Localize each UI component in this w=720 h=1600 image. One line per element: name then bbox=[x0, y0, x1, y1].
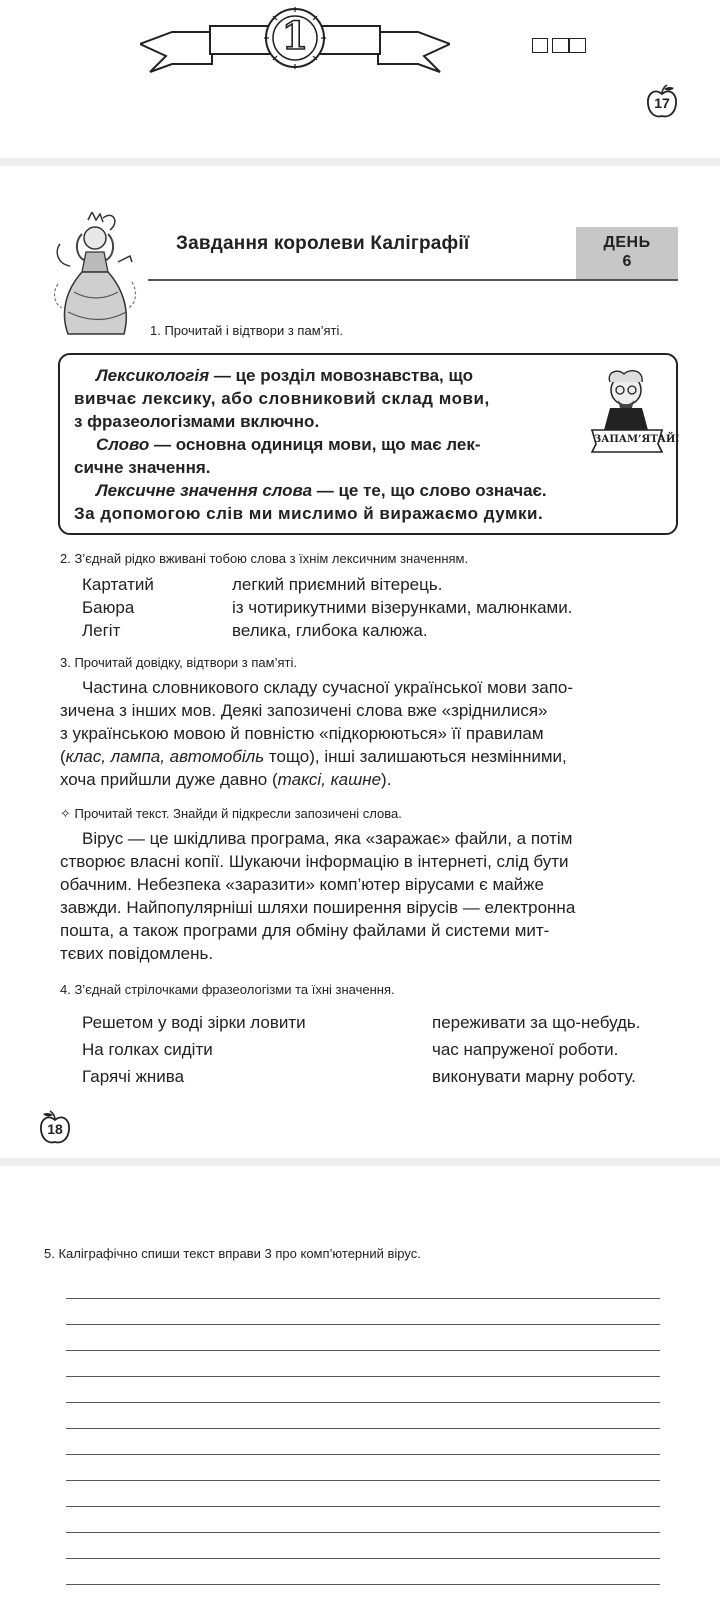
task2-instruction: 2. З’єднай рідко вживані тобою слова з їхнім лексичним значенням. bbox=[60, 551, 469, 566]
page-number-badge bbox=[38, 1110, 72, 1146]
writing-line bbox=[66, 1506, 660, 1507]
phrase-meaning-item: виконувати марну роботу. bbox=[432, 1067, 636, 1086]
remember-professor-icon bbox=[588, 368, 680, 462]
word-item: Легіт bbox=[82, 621, 121, 640]
word-item: Картатий bbox=[82, 575, 154, 594]
task5-instruction: 5. Каліграфічно спиши текст вправи 3 про комп’ютерний вірус. bbox=[44, 1246, 421, 1261]
rule-line: За допомогою слів ми мислимо й виражаємо думки. bbox=[74, 504, 544, 523]
page-separator bbox=[0, 158, 720, 166]
paragraph-line: з українською мовою й повністю «підкорюються» її правилам bbox=[60, 724, 544, 743]
rule-line: Слово — основна одиниця мови, що має лек- bbox=[96, 435, 481, 454]
phrase-meaning-item: час напруженої роботи. bbox=[432, 1040, 619, 1059]
page-number-badge bbox=[645, 84, 679, 120]
paragraph-line: (клас, лампа, автомобіль тощо), інші залишаються незмінними, bbox=[60, 747, 567, 766]
day-badge bbox=[576, 227, 678, 279]
paragraph-line: Вірус — це шкідлива програма, яка «заражає» файли, а потім bbox=[82, 829, 573, 848]
progress-squares bbox=[532, 38, 586, 53]
rule-line: з фразеологізмами включно. bbox=[74, 412, 320, 431]
paragraph-line: тєвих повідомлень. bbox=[60, 944, 214, 963]
meaning-item: із чотирикутними візерунками, малюнками. bbox=[232, 598, 573, 617]
remember-stamp-text: ЗАПАМ’ЯТАЙ! bbox=[594, 434, 680, 445]
phrase-item: На голках сидіти bbox=[82, 1040, 213, 1059]
page-title: Завдання королеви Каліграфії bbox=[176, 233, 470, 254]
paragraph-line: пошта, а також програми для обміну файлами й системи мит- bbox=[60, 921, 550, 940]
paragraph-line: Частина словникового складу сучасної української мови запо- bbox=[82, 678, 574, 697]
page-number: 17 bbox=[654, 95, 670, 111]
page-separator bbox=[0, 1158, 720, 1166]
checkbox-square bbox=[532, 38, 548, 53]
task3-instruction: 3. Прочитай довідку, відтвори з пам’яті. bbox=[60, 655, 297, 670]
word-item: Баюра bbox=[82, 598, 135, 617]
paragraph-line: хоча прийшли дуже давно (таксі, кашне). bbox=[60, 770, 392, 789]
writing-line bbox=[66, 1376, 660, 1377]
day-number: 6 bbox=[622, 253, 632, 270]
extra-task-instruction: ✧ Прочитай текст. Знайди й підкресли запозичені слова. bbox=[60, 806, 402, 821]
writing-line bbox=[66, 1402, 660, 1403]
phrase-item: Решетом у воді зірки ловити bbox=[82, 1013, 306, 1032]
meaning-item: легкий приємний вітерець. bbox=[232, 575, 443, 594]
writing-line bbox=[66, 1454, 660, 1455]
writing-line bbox=[66, 1350, 660, 1351]
paragraph-line: завжди. Найпопулярніші шляхи поширення вірусів — електронна bbox=[60, 898, 576, 917]
writing-line bbox=[66, 1532, 660, 1533]
writing-line bbox=[66, 1558, 660, 1559]
meaning-item: велика, глибока калюжа. bbox=[232, 621, 428, 640]
checkbox-square-double bbox=[552, 38, 586, 53]
star-icon: ✧ bbox=[60, 806, 71, 821]
writing-line bbox=[66, 1324, 660, 1325]
writing-line bbox=[66, 1480, 660, 1481]
writing-line bbox=[66, 1584, 660, 1585]
paragraph-line: обачним. Небезпека «заразити» комп’ютер вірусами є майже bbox=[60, 875, 545, 894]
paragraph-line: зичена з інших мов. Деякі запозичені слова вже «зріднилися» bbox=[60, 701, 548, 720]
task1-instruction: 1. Прочитай і відтвори з пам’яті. bbox=[150, 323, 344, 338]
task4-instruction: 4. З’єднай стрілочками фразеологізми та їхні значення. bbox=[60, 982, 395, 997]
title-divider bbox=[148, 279, 678, 281]
phrase-item: Гарячі жнива bbox=[82, 1067, 185, 1086]
paragraph-line: створює власні копії. Шукаючи інформацію в інтернеті, слід бути bbox=[60, 852, 569, 871]
queen-calligraphy-illustration-icon bbox=[48, 212, 138, 342]
writing-line bbox=[66, 1428, 660, 1429]
rule-line: Лексикологія — це розділ мовознавства, що bbox=[96, 366, 473, 385]
day-label: ДЕНЬ bbox=[603, 234, 651, 251]
rule-line: сичне значення. bbox=[74, 458, 211, 477]
page-number: 18 bbox=[47, 1121, 63, 1137]
writing-line bbox=[66, 1298, 660, 1299]
rule-line: вивчає лексику, або словниковий склад мови, bbox=[74, 389, 490, 408]
rule-line: Лексичне значення слова — це те, що слово означає. bbox=[96, 481, 547, 500]
phrase-meaning-item: переживати за що-небудь. bbox=[432, 1013, 641, 1032]
ribbon-number: 1 bbox=[281, 13, 309, 58]
